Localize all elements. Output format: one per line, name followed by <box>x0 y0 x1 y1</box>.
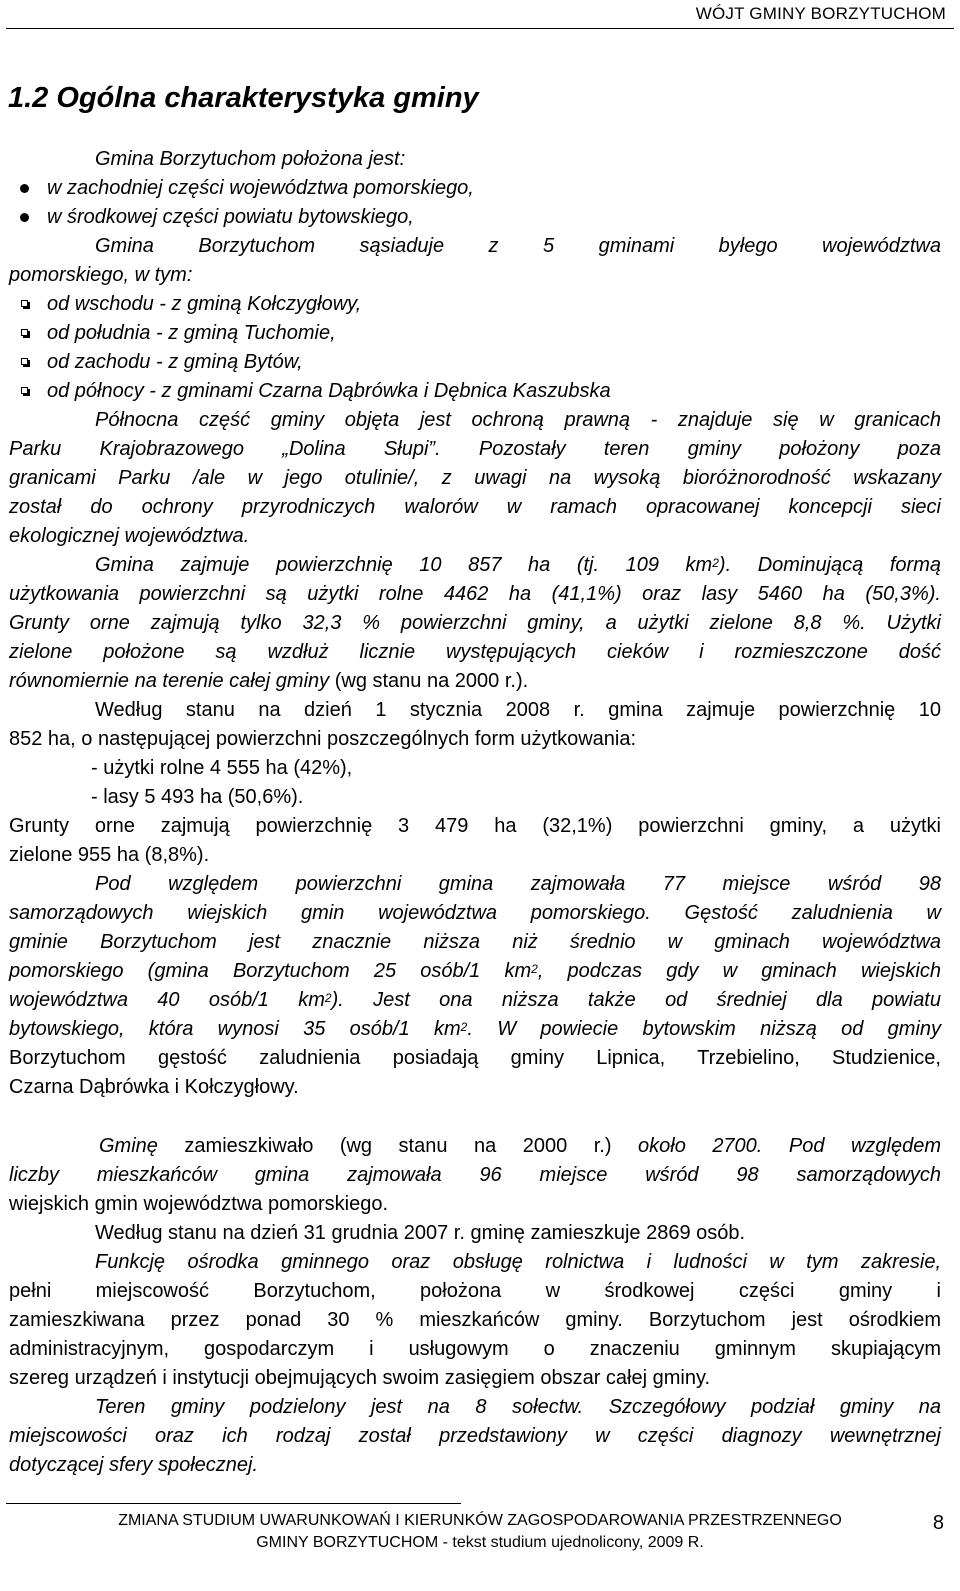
bullet-item: w zachodniej części województwa pomorskiego, <box>9 174 941 203</box>
paragraph-line: dotyczącej sfery społecznej. <box>9 1454 259 1476</box>
paragraph-gap <box>9 1102 941 1132</box>
bullet-item: w środkowej części powiatu bytowskiego, <box>9 203 941 232</box>
paragraph-line: liczby mieszkańców gmina zajmowała 96 miejsce wśród 98 samorządowych <box>9 1164 941 1186</box>
paragraph-line: Czarna Dąbrówka i Kołczygłowy. <box>9 1076 299 1098</box>
paragraph-line: Grunty orne zajmują tylko 32,3 % powierzchni gminy, a użytki zielone 8,8 %. Użytki <box>9 612 941 634</box>
paragraph-line: użytkowania powierzchni są użytki rolne 4462 ha (41,1%) oraz lasy 5460 ha (50,3%). <box>9 583 941 605</box>
page-number: 8 <box>932 1512 944 1534</box>
checkbox-bullet-icon <box>21 387 28 394</box>
bullet-icon <box>20 213 29 222</box>
paragraph-line: bytowskiego, która wynosi 35 osób/1 $km^2$. W powiecie bytowskim niższą od gminy <box>9 1018 942 1040</box>
paragraph-line: pomorskiego, w tym: <box>9 264 193 286</box>
paragraph-line: Grunty orne zajmują powierzchnię 3 479 ha (32,1%) powierzchni gminy, a użytki <box>9 815 941 837</box>
paragraph-line: zamieszkiwana przez ponad 30 % mieszkańców gminy. Borzytuchom jest ośrodkiem <box>9 1309 941 1331</box>
list-item: od wschodu - z gminą Kołczygłowy, <box>9 290 941 319</box>
header-divider <box>6 28 954 29</box>
paragraph-line: Funkcję ośrodka gminnego oraz obsługę rolnictwa i ludności w tym zakresie, <box>95 1251 941 1273</box>
footer-divider <box>6 1503 461 1504</box>
paragraph-line: Gmina Borzytuchom położona jest: <box>95 148 406 170</box>
paragraph-line: wiejskich gmin województwa pomorskiego. <box>9 1193 389 1215</box>
paragraph-line: pełni miejscowość Borzytuchom, położona w środkowej części gminy i <box>9 1280 941 1302</box>
checkbox-bullet-icon <box>21 300 28 307</box>
paragraph-line: pomorskiego (gmina Borzytuchom 25 osób/1 $km^2$, podczas gdy w gminach wiejskich <box>9 960 941 982</box>
section-title: 1.2 Ogólna charakterystyka gminy <box>8 82 479 114</box>
list-item: od zachodu - z gminą Bytów, <box>9 348 941 377</box>
paragraph-line: Parku Krajobrazowego „Dolina Słupi”. Pozostały teren gminy położony poza <box>9 438 941 460</box>
paragraph-line: granicami Parku /ale w jego otulinie/, z uwagi na wysoką bioróżnorodność wskazany <box>9 467 941 489</box>
paragraph-line: Gmina Borzytuchom sąsiaduje z 5 gminami byłego województwa <box>95 235 941 257</box>
checkbox-bullet-icon <box>21 358 28 365</box>
list-item: - użytki rolne 4 555 ha (42%), <box>91 757 353 779</box>
paragraph-line: samorządowych wiejskich gmin województwa pomorskiego. Gęstość zaludnienia w <box>9 902 941 924</box>
list-item: od północy - z gminami Czarna Dąbrówka i Dębnica Kaszubska <box>9 377 941 406</box>
paragraph-line: Północna część gminy objęta jest ochroną prawną - znajduje się w granicach <box>95 409 941 431</box>
list-item: od południa - z gminą Tuchomie, <box>9 319 941 348</box>
paragraph-line: został do ochrony przyrodniczych walorów w ramach opracowanej koncepcji sieci <box>9 496 941 518</box>
paragraph-line: 852 ha, o następującej powierzchni poszczególnych form użytkowania: <box>9 728 637 750</box>
paragraph-line: Pod względem powierzchni gmina zajmowała 77 miejsce wśród 98 <box>95 873 941 895</box>
paragraph-line: Gminę zamieszkiwało (wg stanu na 2000 r.) około 2700. Pod względem <box>99 1135 941 1157</box>
list-item: - lasy 5 493 ha (50,6%). <box>91 786 304 808</box>
paragraph-line: Według stanu na dzień 1 stycznia 2008 r. gmina zajmuje powierzchnię 10 <box>95 699 941 721</box>
paragraph-line: Według stanu na dzień 31 grudnia 2007 r. gminę zamieszkuje 2869 osób. <box>95 1222 746 1244</box>
checkbox-bullet-icon <box>21 329 28 336</box>
document-body <box>9 145 941 1480</box>
footer-title-line1: ZMIANA STUDIUM UWARUNKOWAŃ I KIERUNKÓW ZAGOSPODAROWANIA PRZESTRZENNEGO <box>118 1512 842 1529</box>
paragraph-line: równomiernie na terenie całej gminy (wg stanu na 2000 r.). <box>9 670 529 692</box>
paragraph-line: Gmina zajmuje powierzchnię 10 857 ha (tj. 109 $km^2$). Dominującą formą <box>95 554 941 576</box>
paragraph-line: Borzytuchom gęstość zaludnienia posiadają gminy Lipnica, Trzebielino, Studzienice, <box>9 1047 941 1069</box>
paragraph-line: województwa 40 osób/1 $km^2$). Jest ona niższa także od średniej dla powiatu <box>9 989 941 1011</box>
paragraph-line: Teren gminy podzielony jest na 8 sołectw. Szczegółowy podział gminy na <box>95 1396 941 1418</box>
paragraph-line: administracyjnym, gospodarczym i usługowym o znaczeniu gminnym skupiającym <box>9 1338 941 1360</box>
footer-title-line2: GMINY BORZYTUCHOM - tekst studium ujednolicony, 2009 R. <box>256 1534 704 1551</box>
paragraph-line: miejscowości oraz ich rodzaj został przedstawiony w części diagnozy wewnętrznej <box>9 1425 941 1447</box>
page-header-title: WÓJT GMINY BORZYTUCHOM <box>695 4 946 23</box>
paragraph-line: gminie Borzytuchom jest znacznie niższa niż średnio w gminach województwa <box>9 931 941 953</box>
paragraph-line: zielone 955 ha (8,8%). <box>9 844 210 866</box>
bullet-icon <box>20 184 29 193</box>
paragraph-line: ekologicznej województwa. <box>9 525 250 547</box>
paragraph-line: szereg urządzeń i instytucji obejmujących swoim zasięgiem obszar całej gminy. <box>9 1367 711 1389</box>
paragraph-line: zielone położone są wzdłuż licznie występujących cieków i rozmieszczone dość <box>9 641 941 663</box>
